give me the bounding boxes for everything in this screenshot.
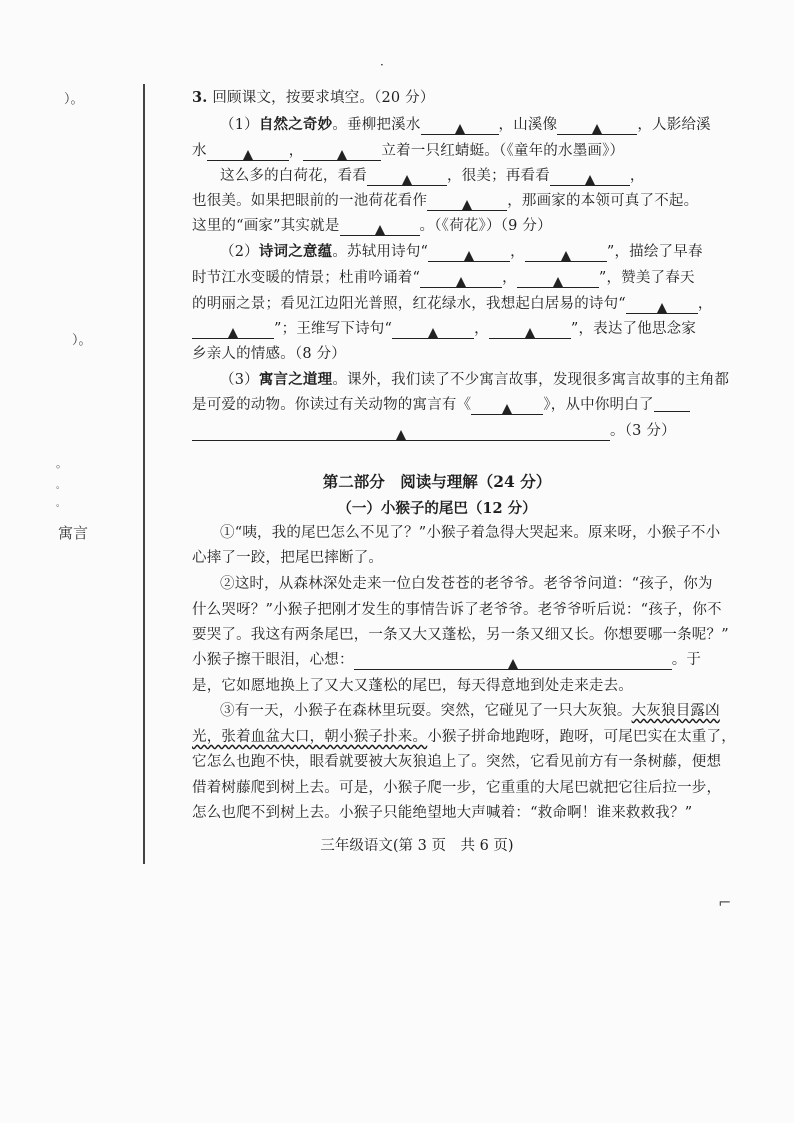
answer-blank[interactable] bbox=[340, 219, 420, 236]
answer-blank[interactable] bbox=[428, 245, 510, 262]
q3-line: （2）诗词之意蕴。苏轼用诗句“ ， ”，描绘了早春 bbox=[220, 243, 703, 260]
q3-line: 。（3 分） bbox=[192, 421, 676, 441]
triangle-icon bbox=[428, 328, 438, 338]
answer-blank[interactable] bbox=[471, 398, 543, 415]
passage-line: 小猴子擦干眼泪，心想： 。于 bbox=[192, 652, 702, 668]
answer-blank[interactable] bbox=[654, 395, 690, 412]
q3-line: 也很美。如果把眼前的一池荷花看作 ，那画家的本领可真了不起。 bbox=[192, 193, 699, 209]
q3-line: 这么多的白荷花，看看 ，很美；再看看 ， bbox=[220, 168, 645, 184]
margin-fragment: 。 bbox=[56, 499, 66, 509]
answer-blank[interactable] bbox=[354, 653, 672, 670]
margin-fragment: 寓言 bbox=[58, 524, 89, 542]
answer-blank[interactable] bbox=[207, 144, 289, 161]
triangle-icon bbox=[462, 200, 472, 210]
page-footer: 三年级语文(第 3 页 共 6 页) bbox=[320, 838, 514, 854]
q3-line: 水 ， 立着一只红蜻蜓。（《童年的水墨画》） bbox=[192, 143, 625, 159]
answer-blank[interactable] bbox=[489, 322, 571, 339]
triangle-icon bbox=[375, 225, 385, 235]
passage-line: ②这时，从森林深处走来一位白发苍苍的老爷爷。老爷爷问道：“孩子，你为 bbox=[220, 576, 713, 592]
margin-fragment: 。 bbox=[56, 457, 67, 470]
answer-blank[interactable] bbox=[517, 271, 599, 288]
passage-line: 心摔了一跤，把尾巴摔断了。 bbox=[192, 550, 384, 566]
answer-blank[interactable] bbox=[421, 118, 499, 135]
answer-blank[interactable] bbox=[303, 144, 381, 161]
triangle-icon bbox=[561, 251, 571, 261]
triangle-icon bbox=[337, 150, 347, 160]
triangle-icon bbox=[502, 404, 512, 414]
passage-line: ①“咦，我的尾巴怎么不见了？”小猴子着急得大哭起来。原来呀，小猴子不小 bbox=[220, 525, 721, 541]
underlined-sentence: 大灰狼目露凶 bbox=[631, 703, 720, 719]
triangle-icon bbox=[455, 124, 465, 134]
q3-heading: 3. 回顾课文，按要求填空。（20 分） bbox=[192, 89, 435, 106]
passage-line: 是，它如愿地换上了又大又蓬松的尾巴，每天得意地到处走来走去。 bbox=[192, 678, 633, 694]
q3-line: （3）寓言之道理。课外，我们读了不少寓言故事，发现很多寓言故事的主角都 bbox=[220, 371, 730, 388]
triangle-icon bbox=[525, 328, 535, 338]
q3-line: 这里的“画家”其实就是 。（《荷花》）（9 分） bbox=[192, 218, 552, 234]
triangle-icon bbox=[657, 303, 667, 313]
q3-line: 时节江水变暖的情景；杜甫吟诵着“ ， ”，赞美了春天 bbox=[192, 270, 695, 286]
q3-line: 乡亲人的情感。（8 分） bbox=[192, 346, 346, 362]
passage-title: （一）小猴子的尾巴（12 分） bbox=[337, 500, 537, 517]
answer-blank[interactable] bbox=[550, 169, 630, 186]
answer-blank[interactable] bbox=[192, 322, 274, 339]
q3-line: （1）自然之奇妙。垂柳把溪水 ，山溪像 ，人影给溪 bbox=[220, 116, 711, 133]
triangle-icon bbox=[508, 659, 518, 669]
part2-title: 第二部分 阅读与理解（24 分） bbox=[322, 472, 552, 491]
margin-fragment: 。 bbox=[56, 481, 66, 491]
triangle-icon bbox=[553, 277, 563, 287]
answer-blank[interactable] bbox=[420, 271, 502, 288]
passage-line: 要哭了。我这有两条尾巴，一条又大又蓬松，另一条又细又长。你想要哪一条呢？” bbox=[192, 627, 729, 643]
underlined-sentence: 光，张着血盆大口，朝小猴子扑来。 bbox=[192, 729, 428, 745]
passage-line: 什么哭呀？”小猴子把刚才发生的事情告诉了老爷爷。老爷爷听后说：“孩子，你不 bbox=[192, 602, 722, 618]
triangle-icon bbox=[228, 328, 238, 338]
passage-line: 借着树藤爬到树上去。可是，小猴子爬一步，它重重的大尾巴就把它往后拉一步， bbox=[192, 780, 722, 796]
scan-dot: · bbox=[380, 58, 384, 72]
q3-line: 的明丽之景；看见江边阳光普照，红花绿水，我想起白居易的诗句“ ， bbox=[192, 296, 713, 312]
passage-line: 光，张着血盆大口，朝小猴子扑来。小猴子拼命地跑呀，跑呀，可尾巴实在太重了， bbox=[192, 729, 736, 745]
margin-fragment: ）。 bbox=[72, 333, 92, 348]
passage-line: 它怎么也跑不快，眼看就要被大灰狼追上了。突然，它看见前方有一条树藤，便想 bbox=[192, 754, 722, 770]
triangle-icon bbox=[243, 150, 253, 160]
answer-blank[interactable] bbox=[192, 424, 610, 441]
triangle-icon bbox=[456, 277, 466, 287]
triangle-icon bbox=[396, 430, 406, 440]
answer-blank[interactable] bbox=[367, 169, 447, 186]
passage-line: 怎么也爬不到树上去。小猴子只能绝望地大声喊着：“救命啊！谁来救救我？” bbox=[192, 805, 693, 821]
crop-mark-icon: ⌐ bbox=[718, 893, 732, 912]
passage-line: ③有一天，小猴子在森林里玩耍。突然，它碰见了一只大灰狼。大灰狼目露凶 bbox=[220, 703, 720, 719]
answer-blank[interactable] bbox=[392, 322, 474, 339]
triangle-icon bbox=[402, 175, 412, 185]
q3-line: ”；王维写下诗句“ ， ”，表达了他思念家 bbox=[192, 319, 696, 339]
answer-blank[interactable] bbox=[427, 194, 507, 211]
triangle-icon bbox=[592, 124, 602, 134]
answer-blank[interactable] bbox=[525, 245, 607, 262]
answer-blank[interactable] bbox=[557, 118, 637, 135]
answer-blank[interactable] bbox=[626, 297, 698, 314]
q3-line: 是可爱的动物。你读过有关动物的寓言有《 》，从中你明白了 bbox=[192, 395, 690, 415]
margin-fragment: ）。 bbox=[64, 92, 84, 107]
triangle-icon bbox=[585, 175, 595, 185]
triangle-icon bbox=[464, 251, 474, 261]
